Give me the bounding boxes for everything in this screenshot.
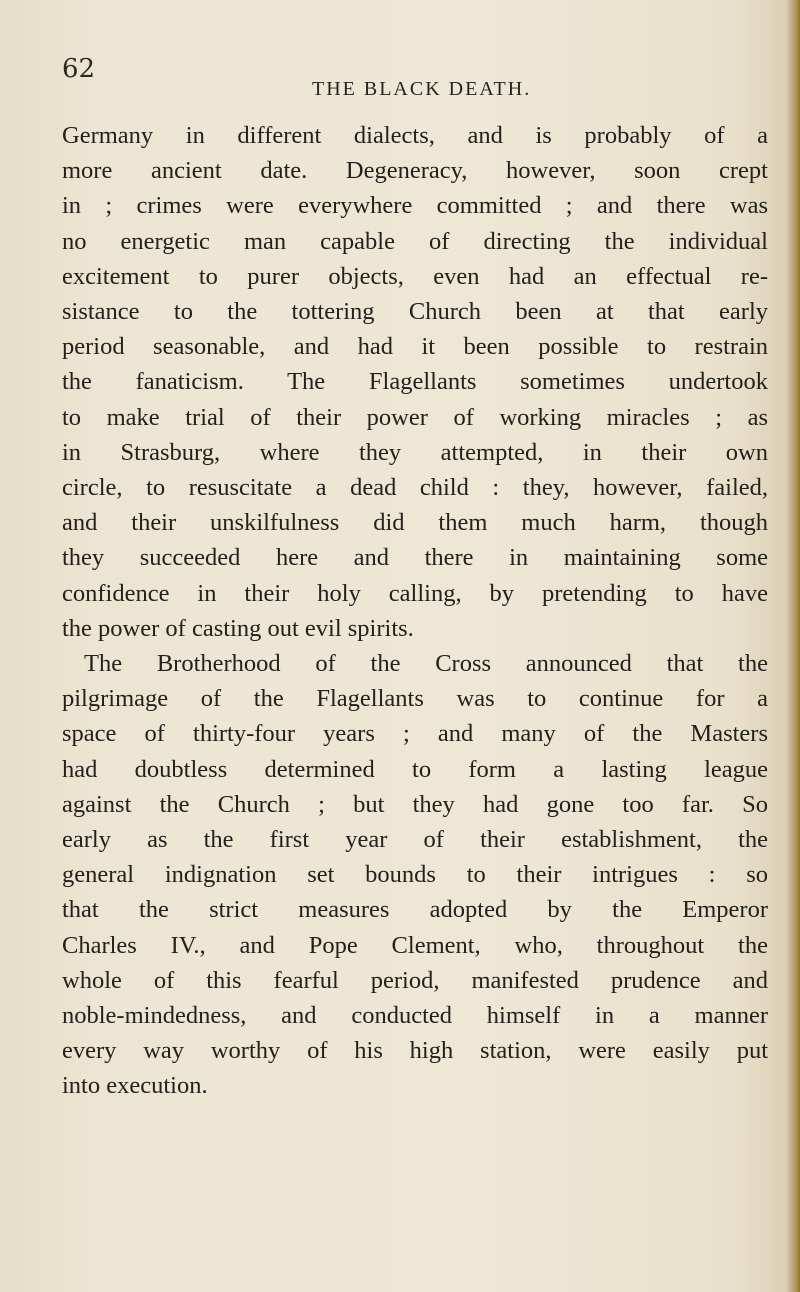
text-line: more ancient date. Degeneracy, however, soon crept <box>62 157 768 185</box>
text-line: confidence in their holy calling, by pretending to have <box>62 579 768 607</box>
text-line: into execution. <box>62 1072 208 1100</box>
text-line: sistance to the tottering Church been at that early <box>62 298 768 326</box>
running-head: THE BLACK DEATH. <box>312 78 532 100</box>
text-line: space of thirty-four years ; and many of the Masters <box>62 720 768 748</box>
text-line: against the Church ; but they had gone too far. So <box>62 790 768 818</box>
text-line: whole of this fearful period, manifested prudence and <box>62 966 768 994</box>
text-line: to make trial of their power of working miracles ; as <box>62 403 768 431</box>
text-line: had doubtless determined to form a lasting league <box>62 755 768 783</box>
text-line: the power of casting out evil spirits. <box>62 614 414 642</box>
page-header <box>62 54 760 102</box>
text-line: excitement to purer objects, even had an effectual re- <box>62 262 768 290</box>
text-line: the fanaticism. The Flagellants sometimes undertook <box>62 368 768 396</box>
paragraph-1 <box>62 118 768 646</box>
text-line: general indignation set bounds to their intrigues : so <box>62 861 768 889</box>
body-text <box>62 118 768 1104</box>
text-line: pilgrimage of the Flagellants was to continue for a <box>62 685 768 713</box>
page-edge <box>786 0 800 1292</box>
text-line: early as the first year of their establishment, the <box>62 826 768 854</box>
paragraph-2 <box>62 646 768 1104</box>
text-line: in Strasburg, where they attempted, in their own <box>62 438 768 466</box>
text-line: period seasonable, and had it been possible to restrain <box>62 333 768 361</box>
text-line: The Brotherhood of the Cross announced that the <box>84 650 768 678</box>
text-line: that the strict measures adopted by the Emperor <box>62 896 768 924</box>
text-line: no energetic man capable of directing the individual <box>62 227 768 255</box>
text-line: Charles IV., and Pope Clement, who, throughout the <box>62 931 768 959</box>
text-line: they succeeded here and there in maintaining some <box>62 544 768 572</box>
page-number: 62 <box>62 54 96 84</box>
text-line: Germany in different dialects, and is probably of a <box>62 122 768 149</box>
text-line: every way worthy of his high station, were easily put <box>62 1037 768 1065</box>
text-line: circle, to resuscitate a dead child : they, however, failed, <box>62 474 768 502</box>
text-line: noble-mindedness, and conducted himself in a manner <box>62 1002 768 1030</box>
text-line: and their unskilfulness did them much harm, though <box>62 509 768 537</box>
text-line: in ; crimes were everywhere committed ; and there was <box>62 192 768 220</box>
